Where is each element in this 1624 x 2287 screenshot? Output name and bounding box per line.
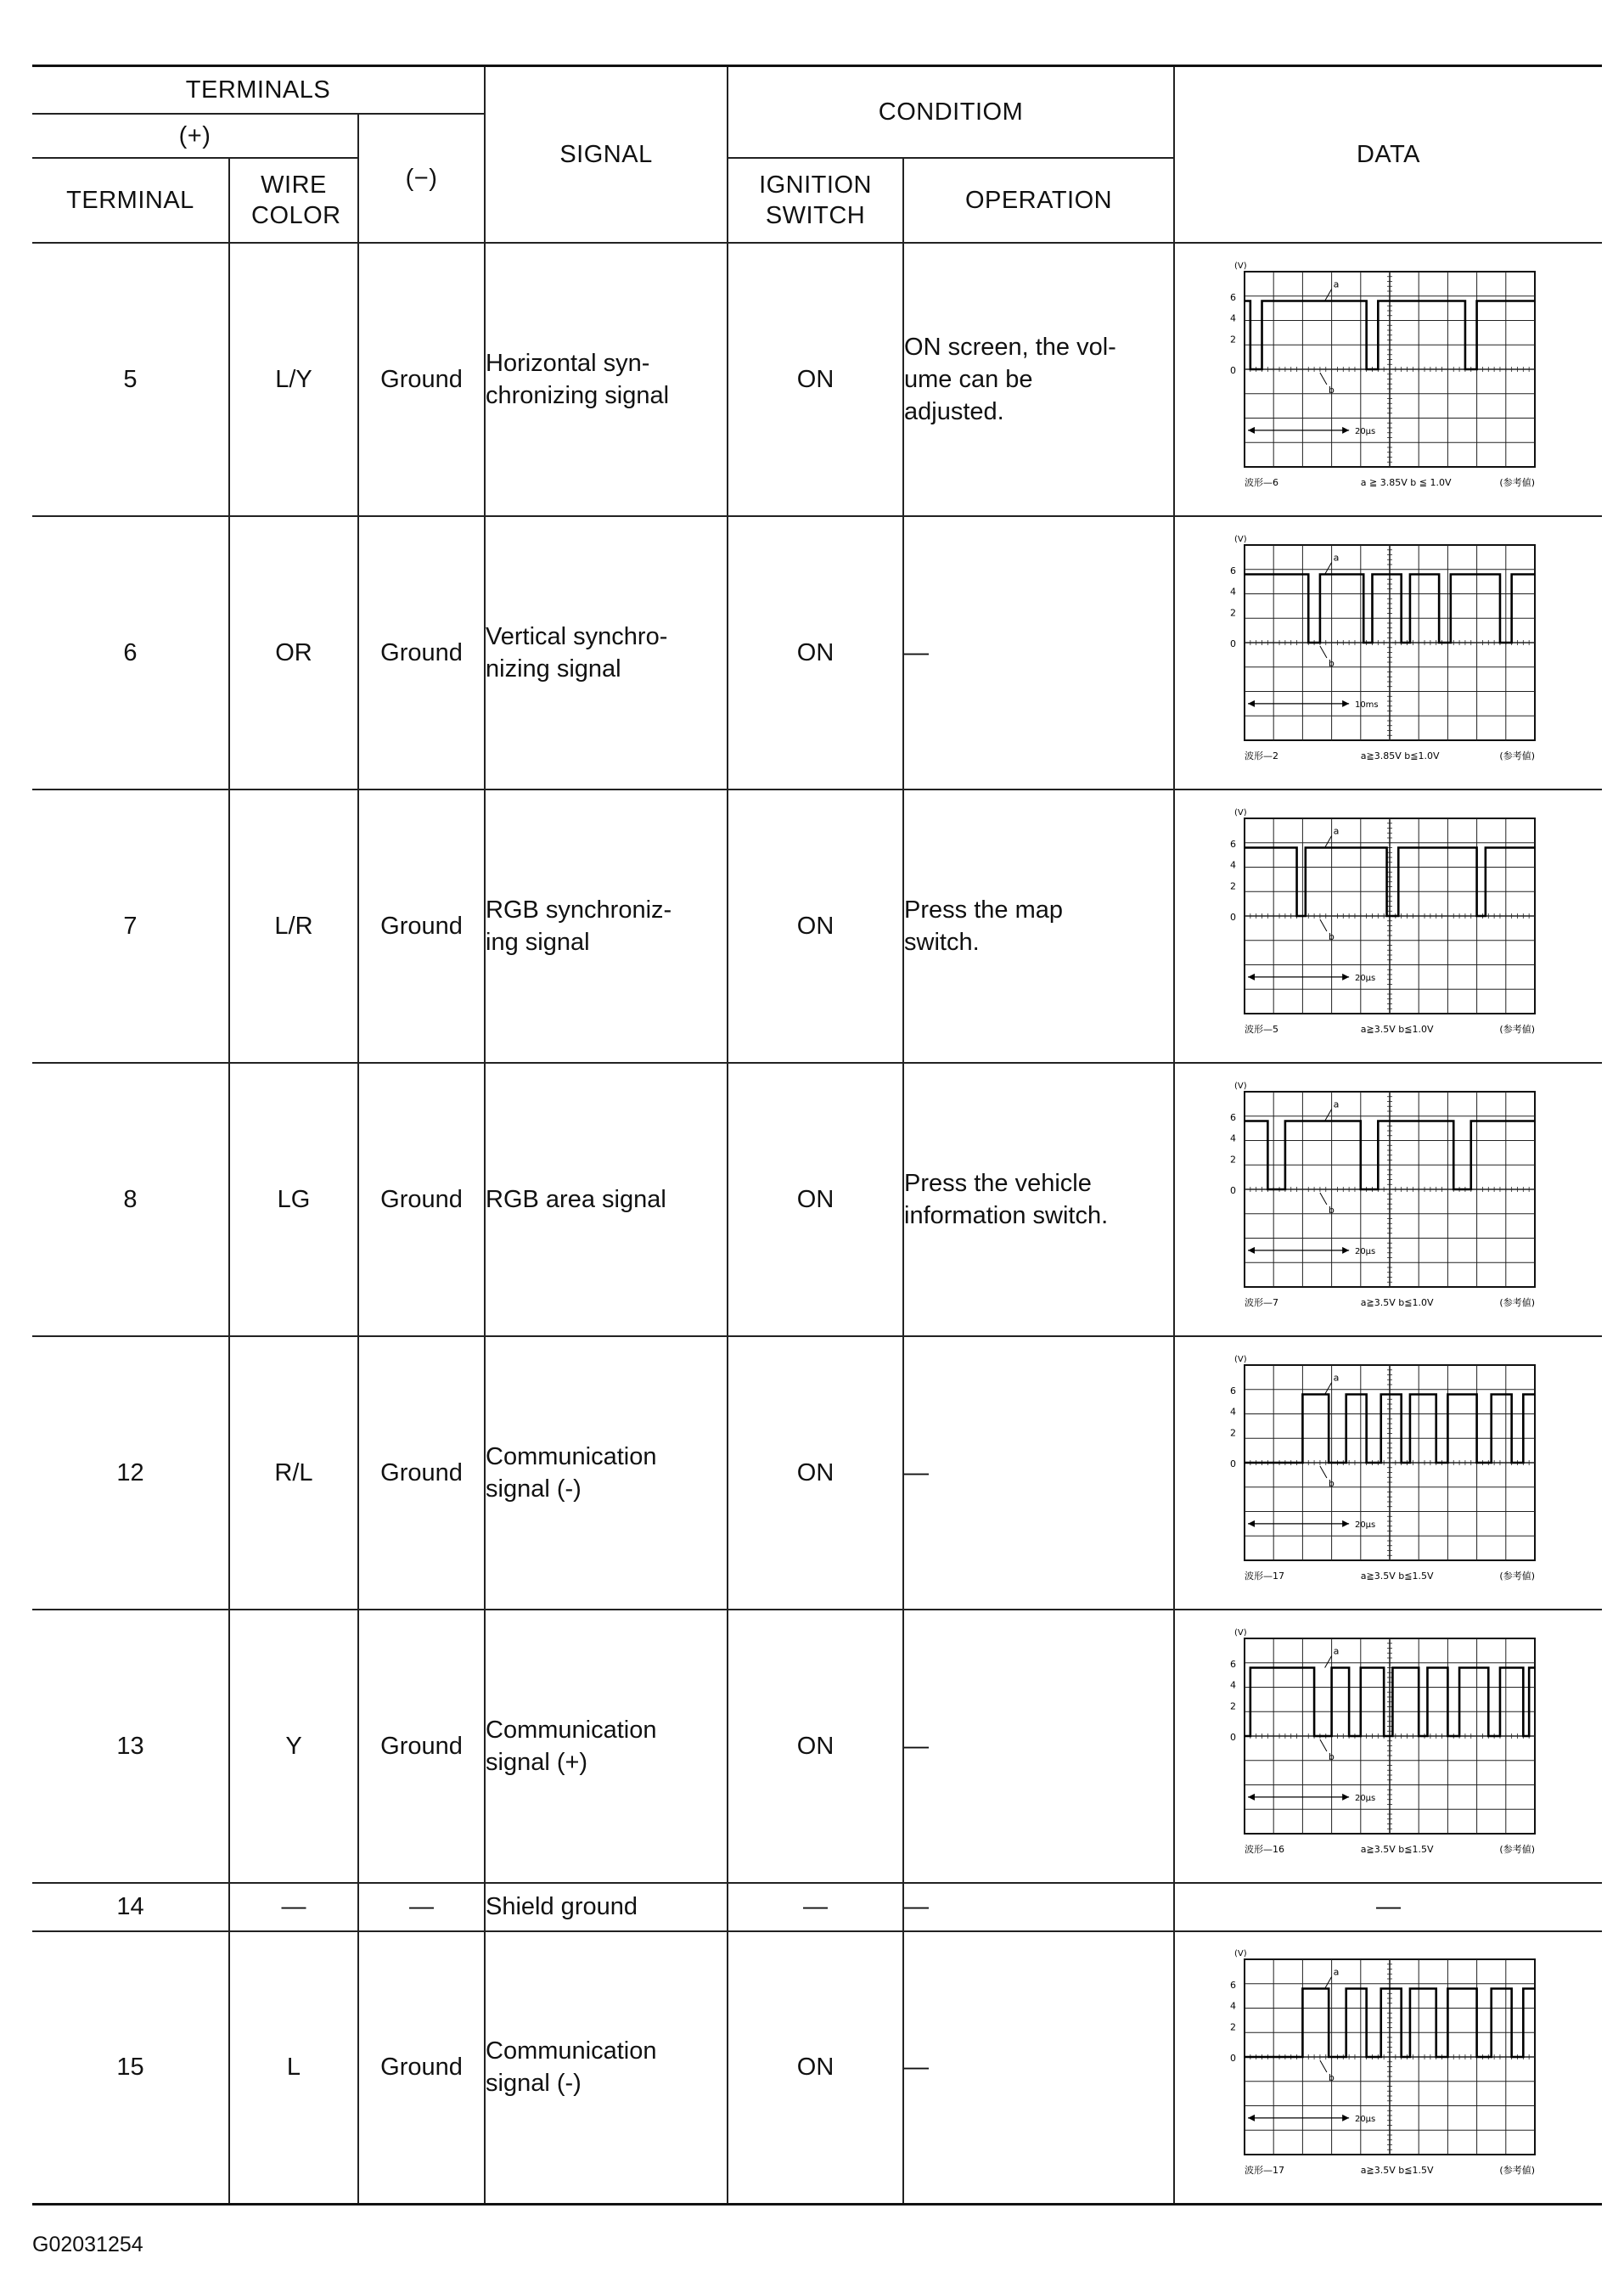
cell-negative	[358, 516, 485, 789]
terminal-signal-table	[32, 65, 1602, 2206]
table-row	[32, 1883, 1602, 1931]
scope-marker-b: b	[1328, 2072, 1335, 2084]
header-signal: SIGNAL	[485, 66, 728, 243]
scope-y-tick: 2	[1229, 606, 1236, 618]
oscilloscope-waveform	[1219, 530, 1559, 776]
cell-wire-color-text: Y	[285, 1732, 302, 1760]
cell-signal	[485, 1883, 728, 1931]
cell-wire-color-text: L	[286, 2054, 301, 2082]
cell-wire-color	[229, 789, 358, 1063]
scope-marker-b: b	[1328, 657, 1335, 669]
scope-period-label: 10ms	[1354, 700, 1379, 710]
cell-wire-color-text: —	[281, 1893, 306, 1920]
cell-data	[1174, 789, 1602, 1063]
cell-signal	[485, 243, 728, 516]
cell-wire-color	[229, 1610, 358, 1883]
cell-data	[1174, 1931, 1602, 2205]
cell-ignition-switch	[728, 1610, 903, 1883]
scope-caption-reference: (参考値)	[1498, 2165, 1535, 2177]
cell-data	[1174, 1610, 1602, 1883]
scope-period-label: 20μs	[1354, 973, 1375, 983]
scope-y-tick: 6	[1229, 838, 1236, 850]
cell-terminal-text: 15	[116, 2054, 144, 2082]
scope-y-tick: 0	[1229, 1731, 1236, 1743]
scope-y-tick: 6	[1229, 1385, 1236, 1396]
cell-ignition-switch	[728, 789, 903, 1063]
cell-signal-text: Communication signal (-)	[486, 2037, 657, 2098]
cell-ignition-switch-text: ON	[796, 1185, 834, 1213]
document-code: G02031254	[32, 2233, 143, 2256]
cell-operation-text: Press the vehicle information switch.	[904, 1169, 1109, 1229]
oscilloscope-waveform	[1219, 803, 1559, 1049]
scope-caption-waveform: 波形—17	[1244, 2165, 1284, 2177]
cell-operation	[903, 1931, 1174, 2205]
scope-marker-a: a	[1333, 1645, 1339, 1656]
cell-wire-color	[229, 1063, 358, 1336]
oscilloscope-waveform	[1219, 1944, 1559, 2190]
scope-marker-a: a	[1333, 1099, 1339, 1110]
scope-y-tick: 0	[1229, 1458, 1236, 1469]
cell-terminal-text: 13	[116, 1732, 144, 1760]
header-minus: (−)	[358, 114, 485, 243]
cell-wire-color	[229, 1336, 358, 1610]
oscilloscope-waveform	[1219, 1350, 1559, 1596]
cell-negative-text: Ground	[380, 365, 463, 393]
header-terminal: TERMINAL	[32, 158, 229, 243]
scope-caption-levels: a≧3.5V b≦1.5V	[1360, 1843, 1434, 1855]
scope-caption-reference: (参考値)	[1498, 1023, 1535, 1035]
cell-ignition-switch	[728, 243, 903, 516]
scope-marker-a: a	[1333, 825, 1339, 836]
scope-y-tick: 4	[1229, 586, 1236, 597]
scope-y-tick: 4	[1229, 312, 1236, 323]
scope-y-tick: 4	[1229, 1132, 1236, 1144]
scope-caption-reference: (参考値)	[1498, 1570, 1535, 1582]
scope-y-tick: 0	[1229, 911, 1236, 923]
scope-unit-label: (V)	[1233, 1627, 1247, 1638]
cell-terminal	[32, 1883, 229, 1931]
scope-caption-reference: (参考値)	[1498, 1843, 1535, 1855]
cell-signal-text: RGB area signal	[486, 1185, 666, 1213]
cell-operation-text: Press the map switch.	[904, 896, 1063, 956]
cell-negative	[358, 1883, 485, 1931]
cell-terminal	[32, 1931, 229, 2205]
table-row	[32, 1063, 1602, 1336]
scope-marker-a: a	[1333, 552, 1339, 563]
cell-negative-text: Ground	[380, 912, 463, 940]
cell-operation	[903, 789, 1174, 1063]
scope-caption-waveform: 波形—7	[1244, 1296, 1278, 1308]
cell-ignition-switch-text: ON	[796, 2054, 834, 2082]
cell-signal	[485, 516, 728, 789]
cell-terminal-text: 14	[116, 1893, 144, 1920]
header-operation: OPERATION	[903, 158, 1174, 243]
cell-operation	[903, 1336, 1174, 1610]
cell-terminal	[32, 243, 229, 516]
scope-y-tick: 4	[1229, 1679, 1236, 1690]
cell-operation-text: —	[904, 2054, 930, 2082]
cell-operation-text: —	[904, 638, 930, 666]
cell-terminal	[32, 1336, 229, 1610]
cell-signal-text: RGB synchroniz- ing signal	[486, 896, 672, 956]
scope-period-label: 20μs	[1354, 2115, 1375, 2125]
cell-negative	[358, 1063, 485, 1336]
scope-y-tick: 4	[1229, 859, 1236, 870]
cell-wire-color-text: OR	[275, 638, 312, 666]
cell-wire-color-text: LG	[277, 1185, 311, 1213]
cell-ignition-switch-text: ON	[796, 1458, 834, 1486]
table-row	[32, 243, 1602, 516]
header-data: DATA	[1174, 66, 1602, 243]
cell-operation	[903, 1063, 1174, 1336]
cell-signal-text: Communication signal (+)	[486, 1716, 657, 1776]
cell-operation	[903, 243, 1174, 516]
scope-caption-reference: (参考値)	[1498, 750, 1535, 761]
cell-operation-text: ON screen, the vol- ume can be adjusted.	[904, 333, 1116, 425]
cell-data	[1174, 1883, 1602, 1931]
scope-caption-waveform: 波形—6	[1244, 476, 1278, 488]
cell-ignition-switch	[728, 1931, 903, 2205]
cell-terminal	[32, 516, 229, 789]
cell-data-text: —	[1376, 1893, 1402, 1920]
oscilloscope-waveform	[1219, 256, 1559, 503]
scope-y-tick: 4	[1229, 2000, 1236, 2012]
cell-data	[1174, 1336, 1602, 1610]
cell-wire-color-text: L/Y	[275, 365, 312, 393]
oscilloscope-waveform	[1219, 1623, 1559, 1869]
cell-wire-color	[229, 1931, 358, 2205]
cell-ignition-switch	[728, 1336, 903, 1610]
scope-unit-label: (V)	[1233, 1354, 1247, 1364]
scope-period-label: 20μs	[1354, 1246, 1375, 1256]
cell-wire-color	[229, 243, 358, 516]
scope-y-tick: 2	[1229, 1426, 1236, 1438]
cell-ignition-switch-text: ON	[796, 912, 834, 940]
cell-negative	[358, 1931, 485, 2205]
scope-y-tick: 4	[1229, 1406, 1236, 1417]
cell-wire-color-text: R/L	[274, 1458, 313, 1486]
scope-caption-levels: a ≧ 3.85V b ≦ 1.0V	[1360, 476, 1452, 488]
scope-unit-label: (V)	[1233, 1949, 1247, 1959]
scope-unit-label: (V)	[1233, 807, 1247, 818]
scope-y-tick: 6	[1229, 1980, 1236, 1991]
cell-data	[1174, 1063, 1602, 1336]
cell-negative-text: Ground	[380, 2054, 463, 2082]
cell-terminal	[32, 789, 229, 1063]
cell-wire-color	[229, 516, 358, 789]
scope-caption-reference: (参考値)	[1498, 476, 1535, 488]
cell-wire-color	[229, 1883, 358, 1931]
cell-wire-color-text: L/R	[274, 912, 313, 940]
cell-operation	[903, 1610, 1174, 1883]
scope-caption-levels: a≧3.5V b≦1.5V	[1360, 2165, 1434, 2177]
cell-signal	[485, 1063, 728, 1336]
cell-operation-text: —	[904, 1458, 930, 1486]
cell-data	[1174, 516, 1602, 789]
scope-caption-levels: a≧3.5V b≦1.5V	[1360, 1570, 1434, 1582]
cell-ignition-switch-text: ON	[796, 638, 834, 666]
cell-terminal-text: 12	[116, 1458, 144, 1486]
oscilloscope-waveform	[1219, 1076, 1559, 1323]
cell-ignition-switch-text: ON	[796, 365, 834, 393]
cell-negative-text: Ground	[380, 638, 463, 666]
cell-terminal-text: 5	[123, 365, 138, 393]
scope-marker-b: b	[1328, 1750, 1335, 1762]
scope-y-tick: 0	[1229, 2053, 1236, 2065]
cell-negative-text: Ground	[380, 1732, 463, 1760]
scope-marker-a: a	[1333, 1372, 1339, 1383]
cell-terminal-text: 7	[123, 912, 138, 940]
cell-negative-text: Ground	[380, 1185, 463, 1213]
cell-data	[1174, 243, 1602, 516]
cell-ignition-switch	[728, 516, 903, 789]
scope-marker-b: b	[1328, 384, 1335, 396]
scope-y-tick: 0	[1229, 364, 1236, 376]
scope-y-tick: 2	[1229, 333, 1236, 345]
scope-unit-label: (V)	[1233, 261, 1247, 271]
header-ignition-switch-text: IGNITION SWITCH	[759, 171, 872, 229]
cell-ignition-switch	[728, 1063, 903, 1336]
cell-signal-text: Communication signal (-)	[486, 1442, 657, 1503]
scope-caption-waveform: 波形—17	[1244, 1570, 1284, 1582]
scope-unit-label: (V)	[1233, 1081, 1247, 1091]
cell-signal-text: Horizontal syn- chronizing signal	[486, 349, 670, 409]
table-row	[32, 1336, 1602, 1610]
scope-caption-reference: (参考値)	[1498, 1296, 1535, 1308]
scope-unit-label: (V)	[1233, 534, 1247, 544]
cell-negative	[358, 243, 485, 516]
header-wire-color-text: WIRE COLOR	[251, 171, 341, 229]
scope-marker-b: b	[1328, 930, 1335, 942]
scope-y-tick: 2	[1229, 879, 1236, 891]
scope-caption-levels: a≧3.5V b≦1.0V	[1360, 1023, 1434, 1035]
cell-operation-text: —	[904, 1732, 930, 1760]
scope-period-label: 20μs	[1354, 426, 1375, 436]
scope-caption-waveform: 波形—16	[1244, 1843, 1284, 1855]
scope-marker-b: b	[1328, 1204, 1335, 1216]
header-plus: (+)	[32, 114, 358, 158]
cell-negative	[358, 789, 485, 1063]
scope-y-tick: 2	[1229, 2021, 1236, 2033]
cell-terminal-text: 6	[123, 638, 138, 666]
header-ignition-switch	[728, 158, 903, 243]
scope-marker-a: a	[1333, 1966, 1339, 1978]
cell-negative	[358, 1336, 485, 1610]
scope-caption-waveform: 波形—5	[1244, 1023, 1278, 1035]
cell-negative-text: —	[409, 1893, 434, 1920]
table-row	[32, 516, 1602, 789]
scope-y-tick: 2	[1229, 1153, 1236, 1165]
table-row	[32, 1610, 1602, 1883]
table-row	[32, 789, 1602, 1063]
scope-period-label: 20μs	[1354, 1793, 1375, 1803]
scope-caption-levels: a≧3.85V b≦1.0V	[1360, 750, 1440, 761]
scope-y-tick: 0	[1229, 1184, 1236, 1196]
scope-y-tick: 0	[1229, 638, 1236, 649]
cell-ignition-switch-text: ON	[796, 1732, 834, 1760]
scope-y-tick: 6	[1229, 291, 1236, 303]
scope-y-tick: 2	[1229, 1700, 1236, 1711]
cell-operation-text: —	[904, 1893, 930, 1920]
cell-signal	[485, 1610, 728, 1883]
cell-ignition-switch-text: —	[803, 1893, 829, 1920]
header-wire-color	[229, 158, 358, 243]
cell-operation	[903, 516, 1174, 789]
scope-marker-b: b	[1328, 1477, 1335, 1489]
cell-ignition-switch	[728, 1883, 903, 1931]
scope-y-tick: 6	[1229, 565, 1236, 576]
cell-terminal	[32, 1063, 229, 1336]
cell-terminal-text: 8	[123, 1185, 138, 1213]
cell-signal	[485, 1336, 728, 1610]
header-condition: CONDITIOM	[728, 66, 1174, 158]
signal-table	[32, 65, 1602, 2206]
cell-negative	[358, 1610, 485, 1883]
cell-signal	[485, 789, 728, 1063]
scope-period-label: 20μs	[1354, 1520, 1375, 1530]
header-terminals: TERMINALS	[32, 66, 485, 114]
scope-y-tick: 6	[1229, 1658, 1236, 1670]
scope-caption-levels: a≧3.5V b≦1.0V	[1360, 1296, 1434, 1308]
cell-signal-text: Shield ground	[486, 1893, 638, 1920]
table-row	[32, 1931, 1602, 2205]
scope-marker-a: a	[1333, 278, 1339, 289]
cell-signal-text: Vertical synchro- nizing signal	[486, 622, 668, 683]
scope-caption-waveform: 波形—2	[1244, 750, 1278, 761]
cell-negative-text: Ground	[380, 1458, 463, 1486]
cell-operation	[903, 1883, 1174, 1931]
cell-signal	[485, 1931, 728, 2205]
scope-y-tick: 6	[1229, 1111, 1236, 1123]
cell-terminal	[32, 1610, 229, 1883]
